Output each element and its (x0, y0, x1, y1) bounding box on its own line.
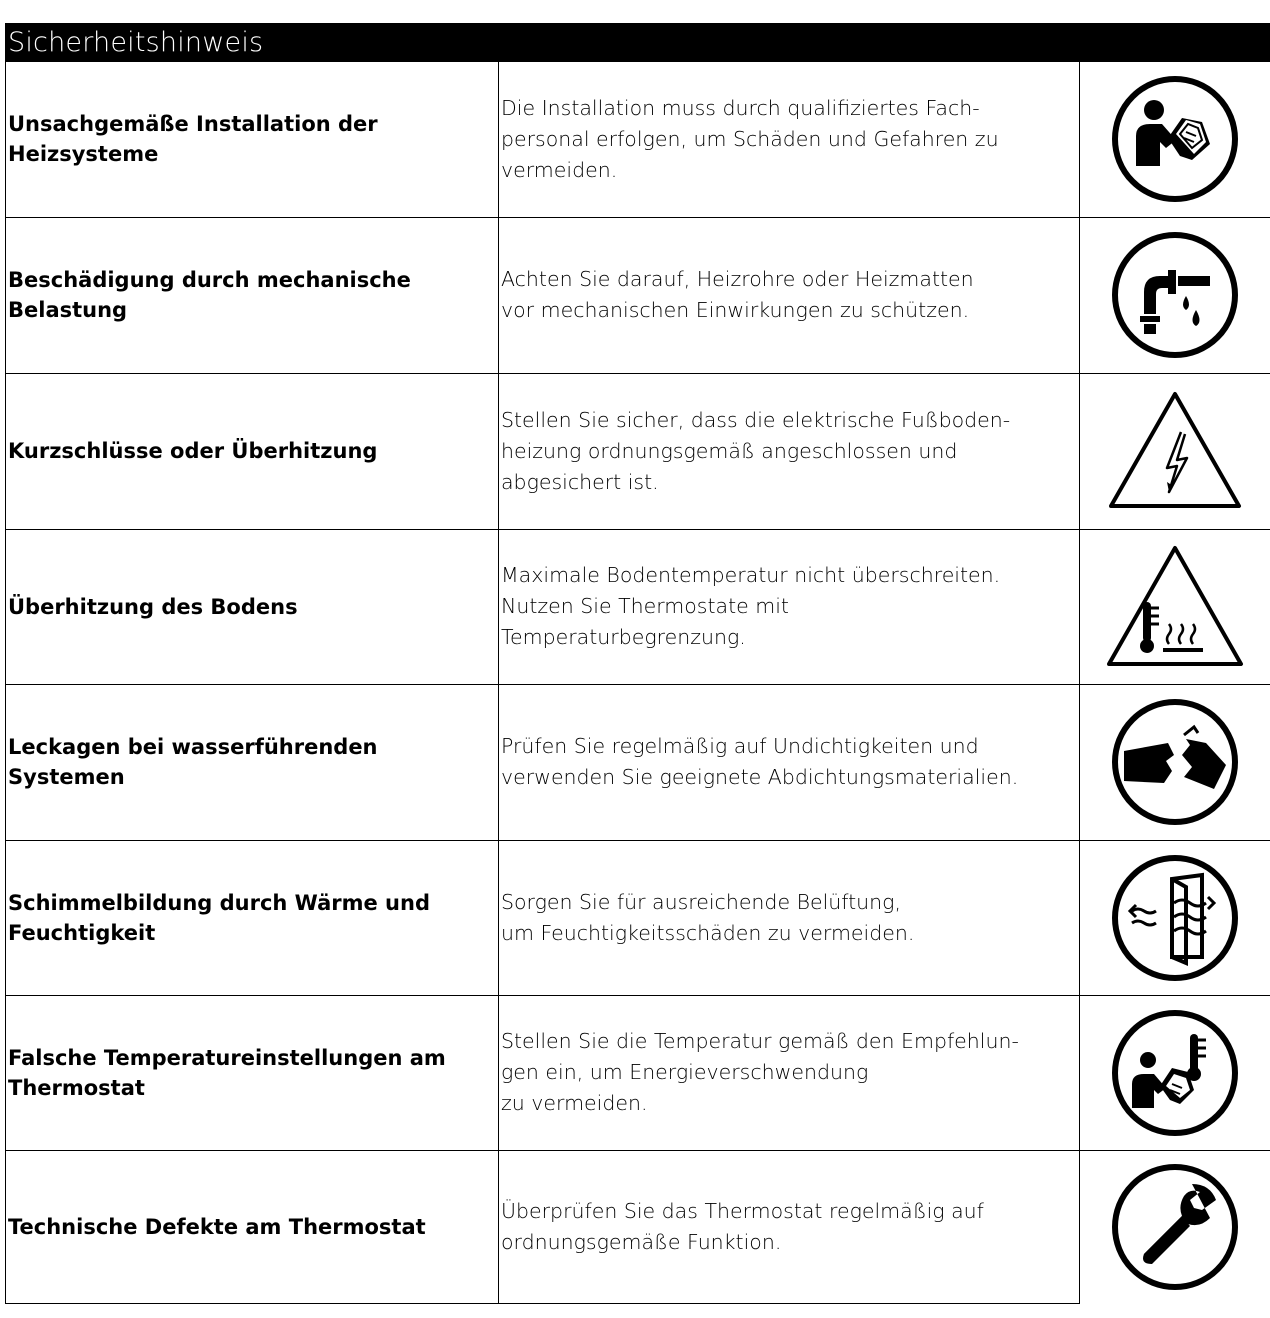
icon-cell (1080, 373, 1270, 529)
hazard-cell (6, 529, 499, 684)
table-row (6, 373, 1270, 529)
hazard-cell (6, 62, 499, 217)
measure-cell (499, 684, 1080, 840)
icon-cell (1080, 529, 1270, 684)
measure-cell (499, 217, 1080, 373)
hazard-title: Falsche Temperatureinstellungen am Thermostat (8, 1045, 446, 1100)
measure-description: Maximale Bodentemperatur nicht überschreiten. Nutzen Sie Thermostate mit Temperaturbegrenzung. (501, 563, 1001, 649)
measure-cell (499, 995, 1080, 1150)
measure-description: Die Installation muss durch qualifiziertes Fach- personal erfolgen, um Schäden und Gefahren zu vermeiden. (501, 95, 999, 182)
hazard-cell (6, 1150, 499, 1303)
icon-cell (1080, 1150, 1270, 1303)
table-row (6, 995, 1270, 1150)
hazard-title: Schimmelbildung durch Wärme und Feuchtigkeit (8, 890, 430, 945)
wrench-icon (1110, 1162, 1240, 1292)
read-manual-icon (1110, 74, 1240, 204)
safety-table (5, 62, 1270, 1304)
measure-cell (499, 840, 1080, 995)
measure-cell (499, 62, 1080, 217)
measure-cell (499, 373, 1080, 529)
table-row (6, 684, 1270, 840)
leaking-pipe-icon (1110, 230, 1240, 360)
thermostat-manual-icon (1110, 1008, 1240, 1138)
icon-cell (1080, 840, 1270, 995)
table-row (6, 529, 1270, 684)
hazard-title: Unsachgemäße Installation der Heizsysteme (8, 112, 378, 167)
icon-cell (1080, 62, 1270, 217)
hazard-cell (6, 995, 499, 1150)
measure-cell (499, 529, 1080, 684)
measure-description: Überprüfen Sie das Thermostat regelmäßig auf ordnungsgemäße Funktion. (501, 1198, 984, 1254)
measure-description: Stellen Sie die Temperatur gemäß den Empfehlun- gen ein, um Energieverschwendung zu vermeiden. (501, 1029, 1019, 1115)
icon-cell (1080, 684, 1270, 840)
broken-seal-icon (1110, 697, 1240, 827)
hazard-title: Technische Defekte am Thermostat (8, 1214, 426, 1239)
measure-description: Stellen Sie sicher, dass die elektrische Fußboden- heizung ordnungsgemäß angeschlossen und abgesichert ist. (501, 407, 1011, 494)
table-row (6, 1150, 1270, 1303)
hazard-cell (6, 840, 499, 995)
hazard-cell (6, 373, 499, 529)
table-row (6, 217, 1270, 373)
hazard-title: Beschädigung durch mechanische Belastung (8, 268, 411, 322)
table-row (6, 840, 1270, 995)
measure-description: Achten Sie darauf, Heizrohre oder Heizmatten vor mechanischen Einwirkungen zu schützen. (501, 267, 974, 322)
hazard-title: Leckagen bei wasserführenden Systemen (8, 735, 378, 789)
measure-description: Prüfen Sie regelmäßig auf Undichtigkeiten und verwenden Sie geeignete Abdichtungsmaterialien. (501, 734, 1019, 789)
hot-surface-warning-icon (1103, 542, 1247, 672)
hazard-title: Überhitzung des Bodens (8, 594, 298, 619)
icon-cell (1080, 995, 1270, 1150)
icon-cell (1080, 217, 1270, 373)
section-header: Sicherheitshinweis (5, 23, 1270, 62)
ventilation-icon (1110, 853, 1240, 983)
measure-description: Sorgen Sie für ausreichende Belüftung, um Feuchtigkeitsschäden zu vermeiden. (501, 889, 915, 945)
measure-cell (499, 1150, 1080, 1303)
table-row (6, 62, 1270, 217)
hazard-cell (6, 684, 499, 840)
hazard-cell (6, 217, 499, 373)
hazard-title: Kurzschlüsse oder Überhitzung (8, 439, 378, 463)
electrical-hazard-icon (1105, 386, 1245, 516)
